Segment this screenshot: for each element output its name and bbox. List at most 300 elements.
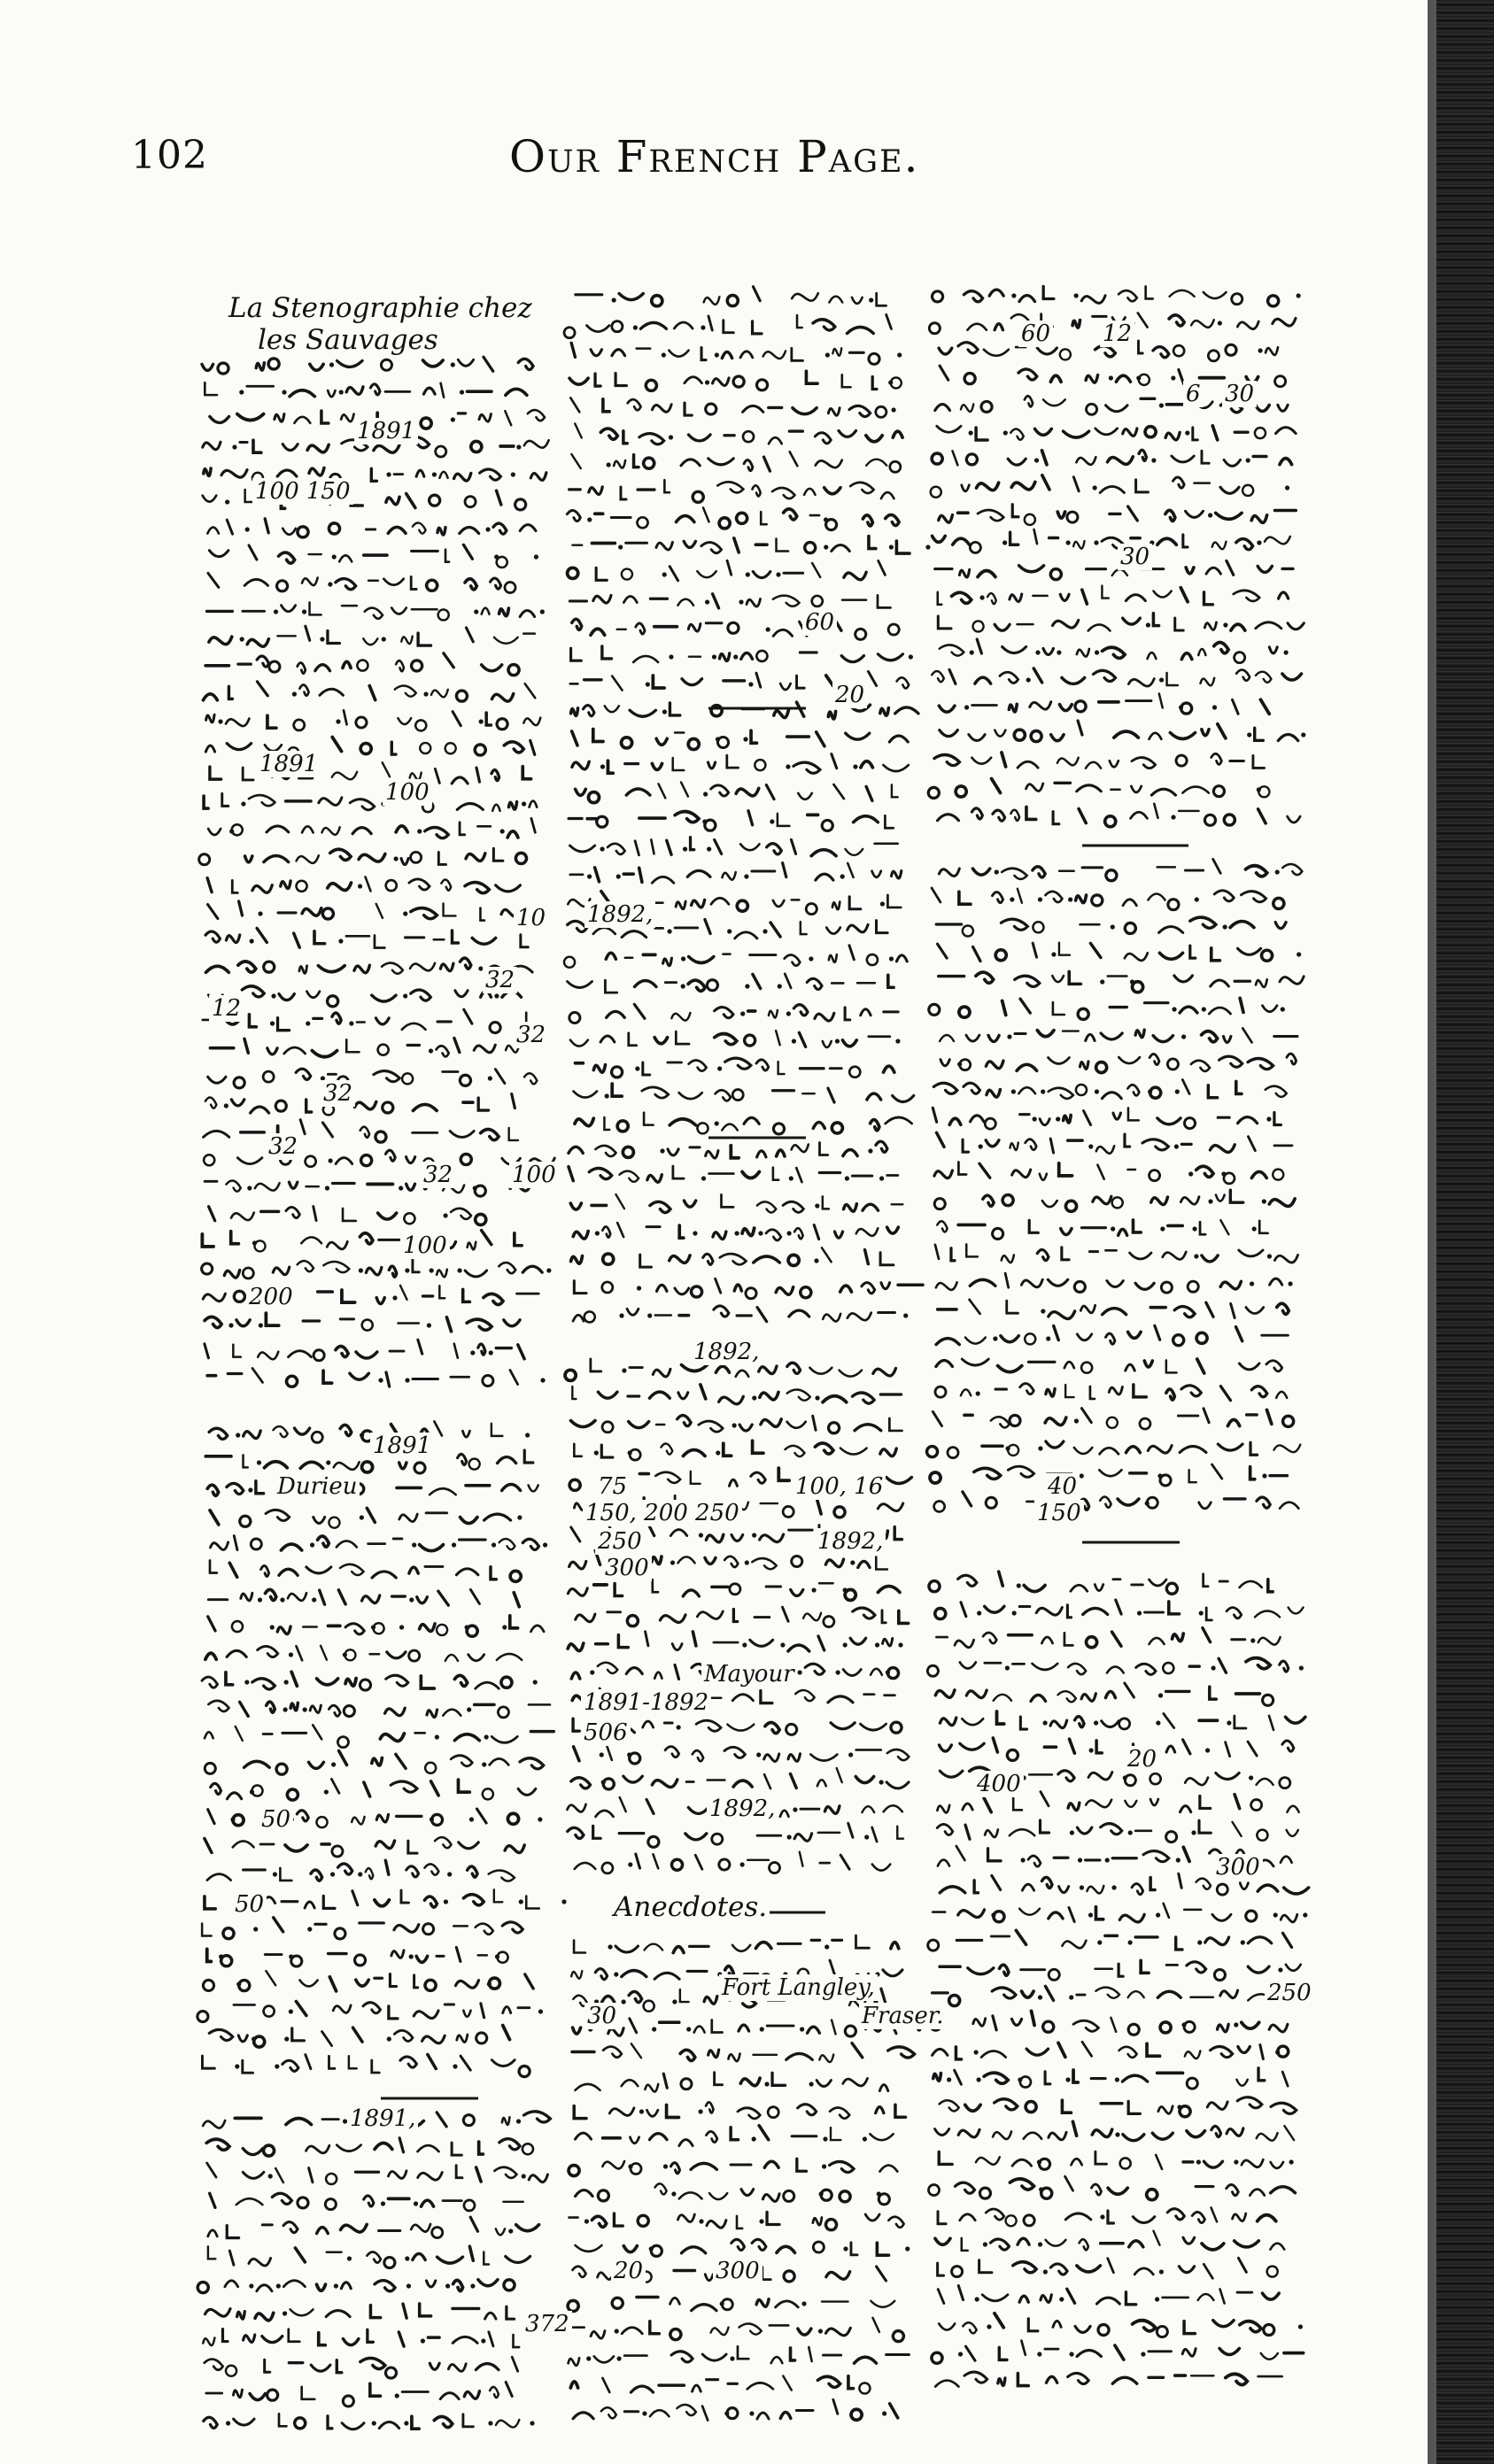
shorthand-stroke bbox=[281, 881, 290, 889]
shorthand-stroke bbox=[734, 538, 739, 552]
shorthand-stroke bbox=[423, 1924, 434, 1935]
shorthand-stroke bbox=[482, 608, 490, 614]
shorthand-stroke bbox=[809, 1368, 832, 1374]
shorthand-dot bbox=[235, 2064, 239, 2068]
shorthand-stroke bbox=[773, 900, 784, 907]
shorthand-stroke bbox=[574, 1747, 579, 1761]
shorthand-stroke bbox=[693, 1632, 696, 1646]
shorthand-stroke bbox=[445, 550, 449, 562]
shorthand-stroke bbox=[1209, 1008, 1230, 1014]
shorthand-stroke bbox=[1242, 485, 1253, 496]
shorthand-stroke bbox=[461, 2056, 470, 2070]
shorthand-stroke bbox=[388, 527, 406, 533]
shorthand-dot bbox=[701, 325, 705, 329]
shorthand-dot bbox=[824, 545, 828, 549]
shorthand-dot bbox=[1151, 458, 1156, 462]
shorthand-stroke bbox=[1095, 1585, 1103, 1591]
shorthand-dot bbox=[540, 1378, 545, 1382]
shorthand-stroke bbox=[962, 1359, 988, 1365]
shorthand-stroke bbox=[1213, 2321, 1234, 2327]
shorthand-stroke bbox=[372, 995, 396, 1001]
shorthand-stroke bbox=[638, 517, 648, 528]
shorthand-stroke bbox=[428, 2054, 436, 2068]
shorthand-stroke bbox=[1219, 1658, 1226, 1672]
shorthand-dot bbox=[742, 1642, 747, 1647]
shorthand-stroke bbox=[955, 2070, 962, 2084]
shorthand-stroke bbox=[685, 1834, 707, 1840]
shorthand-stroke bbox=[294, 720, 305, 730]
shorthand-stroke bbox=[1128, 1108, 1139, 1120]
shorthand-stroke bbox=[368, 2329, 373, 2342]
shorthand-stroke bbox=[299, 1980, 317, 1986]
shorthand-stroke bbox=[680, 2050, 695, 2060]
shorthand-stroke bbox=[502, 1485, 521, 1491]
shorthand-stroke bbox=[975, 677, 991, 684]
shorthand-stroke bbox=[323, 1896, 335, 1908]
shorthand-stroke bbox=[1235, 1716, 1246, 1728]
shorthand-stroke bbox=[886, 314, 892, 328]
shorthand-stroke bbox=[411, 990, 431, 1000]
shorthand-stroke bbox=[525, 1974, 533, 1989]
shorthand-stroke bbox=[208, 1617, 215, 1631]
shorthand-stroke bbox=[451, 1756, 472, 1766]
shorthand-stroke bbox=[297, 1811, 308, 1821]
shorthand-stroke bbox=[933, 1108, 936, 1122]
shorthand-stroke bbox=[1212, 1464, 1222, 1479]
shorthand-stroke bbox=[667, 2105, 679, 2117]
shorthand-stroke bbox=[961, 1389, 971, 1395]
shorthand-stroke bbox=[437, 1625, 447, 1635]
shorthand-stroke bbox=[984, 350, 1009, 356]
shorthand-stroke bbox=[978, 510, 1003, 521]
shorthand-stroke bbox=[1128, 1991, 1144, 1997]
shorthand-stroke bbox=[812, 596, 823, 606]
shorthand-dot bbox=[1011, 1089, 1016, 1093]
shorthand-stroke bbox=[1256, 979, 1267, 987]
shorthand-stroke bbox=[492, 1736, 517, 1742]
shorthand-stroke bbox=[1074, 1448, 1092, 1454]
shorthand-dot bbox=[1115, 2132, 1119, 2136]
shorthand-stroke bbox=[930, 1472, 941, 1483]
shorthand-stroke bbox=[935, 2381, 958, 2387]
shorthand-stroke bbox=[365, 608, 383, 619]
shorthand-stroke bbox=[675, 1288, 689, 1294]
shorthand-stroke bbox=[965, 1825, 970, 1839]
shorthand-stroke bbox=[755, 1943, 770, 1949]
shorthand-stroke bbox=[937, 1221, 947, 1232]
shorthand-stroke bbox=[640, 322, 666, 328]
shorthand-stroke bbox=[282, 606, 296, 612]
shorthand-dot bbox=[778, 984, 782, 988]
shorthand-stroke bbox=[761, 512, 766, 524]
shorthand-stroke bbox=[595, 374, 600, 386]
shorthand-stroke bbox=[572, 761, 589, 769]
shorthand-stroke bbox=[1181, 653, 1192, 660]
shorthand-dot bbox=[1017, 1583, 1021, 1587]
shorthand-stroke bbox=[490, 1023, 500, 1033]
shorthand-stroke bbox=[1211, 980, 1229, 986]
shorthand-stroke bbox=[203, 2120, 225, 2128]
shorthand-stroke bbox=[1233, 2213, 1246, 2221]
shorthand-stroke bbox=[209, 551, 228, 557]
shorthand-stroke bbox=[409, 1650, 420, 1661]
shorthand-dot bbox=[734, 1231, 739, 1235]
shorthand-stroke bbox=[569, 2358, 580, 2366]
shorthand-stroke bbox=[233, 2390, 242, 2398]
shorthand-stroke bbox=[328, 630, 339, 643]
shorthand-stroke bbox=[653, 676, 664, 688]
shorthand-dot bbox=[519, 1899, 523, 1904]
shorthand-stroke bbox=[208, 1077, 226, 1083]
shorthand-stroke bbox=[1113, 1113, 1120, 1119]
shorthand-dot bbox=[1234, 2022, 1238, 2027]
shorthand-stroke bbox=[1193, 428, 1197, 440]
shorthand-dot bbox=[534, 554, 538, 559]
shorthand-stroke bbox=[499, 1539, 515, 1549]
shorthand-dot bbox=[435, 1734, 439, 1739]
shorthand-stroke bbox=[675, 812, 699, 823]
shorthand-stroke bbox=[1034, 529, 1037, 544]
shorthand-stroke bbox=[564, 328, 575, 338]
shorthand-stroke bbox=[683, 1449, 705, 1456]
shorthand-stroke bbox=[687, 870, 710, 877]
shorthand-stroke bbox=[1145, 427, 1156, 437]
shorthand-dot bbox=[403, 911, 407, 915]
shorthand-stroke bbox=[238, 2035, 247, 2042]
shorthand-stroke bbox=[691, 1471, 701, 1484]
shorthand-stroke bbox=[935, 1386, 946, 1397]
shorthand-stroke bbox=[1043, 2021, 1054, 2032]
shorthand-stroke bbox=[1122, 2075, 1147, 2082]
shorthand-dot bbox=[801, 2301, 806, 2306]
shorthand-stroke bbox=[940, 2100, 959, 2111]
shorthand-stroke bbox=[760, 1392, 778, 1400]
shorthand-stroke bbox=[499, 2139, 520, 2150]
shorthand-stroke bbox=[255, 2313, 274, 2321]
shorthand-stroke bbox=[202, 1677, 217, 1688]
shorthand-stroke bbox=[671, 1013, 690, 1021]
shorthand-stroke bbox=[395, 686, 416, 697]
shorthand-stroke bbox=[938, 1860, 949, 1866]
shorthand-stroke bbox=[631, 2164, 641, 2174]
shorthand-stroke bbox=[468, 1655, 484, 1661]
shorthand-stroke bbox=[979, 2260, 992, 2273]
shorthand-stroke bbox=[495, 1070, 505, 1084]
shorthand-stroke bbox=[265, 2360, 270, 2372]
inline-number: 250 bbox=[595, 1528, 645, 1555]
shorthand-stroke bbox=[337, 2145, 360, 2151]
shorthand-stroke bbox=[688, 435, 710, 441]
shorthand-stroke bbox=[763, 351, 786, 359]
shorthand-stroke bbox=[205, 931, 220, 942]
shorthand-dot bbox=[758, 1231, 762, 1235]
inline-number: 300 bbox=[602, 1555, 652, 1581]
shorthand-stroke bbox=[342, 1290, 355, 1302]
shorthand-stroke bbox=[202, 1234, 213, 1247]
shorthand-stroke bbox=[750, 1640, 773, 1646]
shorthand-stroke bbox=[1240, 1581, 1262, 1587]
shorthand-dot bbox=[1188, 1171, 1193, 1176]
shorthand-stroke bbox=[204, 1131, 229, 1137]
shorthand-stroke bbox=[713, 1232, 726, 1240]
shorthand-stroke bbox=[378, 1045, 389, 1055]
shorthand-stroke bbox=[1284, 1888, 1309, 1894]
shorthand-dot bbox=[1105, 1858, 1110, 1862]
shorthand-stroke bbox=[1132, 1884, 1143, 1895]
shorthand-stroke bbox=[416, 470, 424, 476]
shorthand-dot bbox=[646, 682, 650, 686]
shorthand-stroke bbox=[949, 1118, 961, 1124]
shorthand-stroke bbox=[1167, 673, 1178, 685]
shorthand-stroke bbox=[401, 637, 412, 645]
shorthand-stroke bbox=[747, 2383, 773, 2389]
shorthand-stroke bbox=[1190, 917, 1216, 928]
shorthand-stroke bbox=[268, 359, 279, 369]
shorthand-stroke bbox=[1071, 2159, 1081, 2165]
shorthand-stroke bbox=[1280, 1661, 1289, 1672]
shorthand-stroke bbox=[1204, 1409, 1209, 1423]
shorthand-stroke bbox=[1065, 2213, 1091, 2220]
shorthand-stroke bbox=[845, 2026, 855, 2036]
shorthand-stroke bbox=[812, 563, 820, 577]
shorthand-stroke bbox=[514, 2335, 520, 2347]
shorthand-stroke bbox=[1220, 2289, 1225, 2303]
shorthand-stroke bbox=[460, 1075, 470, 1085]
shorthand-stroke bbox=[576, 2190, 593, 2197]
shorthand-stroke bbox=[603, 1779, 614, 1789]
shorthand-stroke bbox=[966, 2346, 976, 2360]
shorthand-stroke bbox=[1040, 1119, 1049, 1125]
shorthand-dot bbox=[488, 2421, 492, 2425]
shorthand-stroke bbox=[1259, 1221, 1267, 1233]
shorthand-dot bbox=[457, 1268, 461, 1272]
inline-number: 20 bbox=[832, 682, 867, 708]
shorthand-stroke bbox=[939, 348, 952, 354]
shorthand-stroke bbox=[785, 954, 801, 965]
shorthand-stroke bbox=[650, 2321, 660, 2334]
shorthand-dot bbox=[699, 2219, 703, 2223]
shorthand-stroke bbox=[1238, 948, 1261, 954]
shorthand-dot bbox=[716, 1450, 720, 1455]
shorthand-stroke bbox=[310, 364, 323, 370]
inline-number: 75 bbox=[595, 1473, 630, 1500]
shorthand-stroke bbox=[778, 1062, 785, 1074]
shorthand-stroke bbox=[677, 2214, 694, 2222]
shorthand-dot bbox=[681, 984, 685, 988]
shorthand-stroke bbox=[1220, 1386, 1230, 1401]
shorthand-stroke bbox=[515, 853, 526, 863]
shorthand-stroke bbox=[205, 2360, 223, 2370]
shorthand-stroke bbox=[635, 841, 639, 855]
shorthand-stroke bbox=[1049, 1311, 1075, 1319]
shorthand-stroke bbox=[816, 460, 842, 468]
shorthand-stroke bbox=[279, 1569, 298, 1575]
shorthand-stroke bbox=[1203, 1628, 1211, 1642]
shorthand-stroke bbox=[1281, 1857, 1292, 1863]
shorthand-stroke bbox=[630, 2137, 639, 2143]
shorthand-stroke bbox=[707, 2221, 726, 2228]
shorthand-stroke bbox=[1273, 1170, 1283, 1180]
shorthand-stroke bbox=[1026, 2049, 1048, 2055]
shorthand-stroke bbox=[1131, 786, 1141, 792]
shorthand-stroke bbox=[593, 596, 611, 604]
shorthand-stroke bbox=[421, 418, 431, 429]
shorthand-stroke bbox=[208, 1701, 228, 1711]
shorthand-stroke bbox=[813, 1122, 824, 1128]
shorthand-stroke bbox=[852, 297, 863, 304]
shorthand-stroke bbox=[386, 1372, 390, 1386]
shorthand-stroke bbox=[614, 460, 625, 468]
shorthand-stroke bbox=[234, 1078, 244, 1088]
shorthand-stroke bbox=[205, 1344, 209, 1358]
shorthand-stroke bbox=[1212, 542, 1227, 550]
shorthand-stroke bbox=[822, 1247, 832, 1262]
shorthand-stroke bbox=[1214, 1970, 1225, 1981]
shorthand-stroke bbox=[206, 966, 229, 972]
shorthand-dot bbox=[600, 846, 604, 851]
shorthand-stroke bbox=[1250, 1442, 1258, 1455]
shorthand-dot bbox=[1195, 897, 1199, 901]
shorthand-stroke bbox=[706, 2102, 713, 2113]
shorthand-dot bbox=[1171, 375, 1175, 380]
shorthand-stroke bbox=[933, 291, 943, 302]
shorthand-stroke bbox=[345, 1624, 364, 1634]
shorthand-stroke bbox=[290, 2309, 314, 2315]
shorthand-stroke bbox=[1125, 923, 1135, 933]
shorthand-stroke bbox=[364, 1782, 370, 1796]
shorthand-dot bbox=[1100, 979, 1104, 984]
inline-number: 100 bbox=[400, 1232, 450, 1259]
shorthand-stroke bbox=[985, 1606, 1004, 1612]
shorthand-stroke bbox=[458, 1454, 467, 1464]
shorthand-stroke bbox=[824, 1806, 840, 1814]
shorthand-stroke bbox=[790, 452, 798, 466]
shorthand-dot bbox=[1275, 869, 1280, 874]
shorthand-stroke bbox=[322, 908, 333, 919]
shorthand-stroke bbox=[639, 434, 664, 444]
shorthand-stroke bbox=[440, 963, 453, 971]
shorthand-stroke bbox=[589, 1169, 612, 1179]
shorthand-dot bbox=[760, 2027, 764, 2031]
shorthand-stroke bbox=[1185, 1118, 1196, 1129]
shorthand-stroke bbox=[1102, 1721, 1119, 1727]
shorthand-stroke bbox=[776, 1031, 779, 1045]
shorthand-stroke bbox=[1270, 2244, 1284, 2250]
shorthand-stroke bbox=[622, 2328, 642, 2334]
shorthand-stroke bbox=[468, 1242, 476, 1250]
shorthand-dot bbox=[970, 650, 974, 654]
shorthand-stroke bbox=[1180, 1806, 1191, 1812]
shorthand-stroke bbox=[1100, 486, 1124, 492]
shorthand-dot bbox=[292, 691, 297, 696]
shorthand-stroke bbox=[1147, 2190, 1157, 2200]
shorthand-stroke bbox=[999, 2347, 1007, 2360]
shorthand-stroke bbox=[630, 1449, 640, 1460]
shorthand-stroke bbox=[672, 1644, 682, 1650]
shorthand-dot bbox=[470, 2283, 475, 2288]
shorthand-stroke bbox=[1173, 477, 1185, 488]
shorthand-stroke bbox=[631, 2043, 641, 2058]
shorthand-stroke bbox=[716, 1090, 731, 1101]
shorthand-dot bbox=[1194, 1254, 1198, 1258]
shorthand-stroke bbox=[939, 2151, 952, 2164]
shorthand-stroke bbox=[229, 1563, 236, 1577]
shorthand-dot bbox=[752, 1395, 756, 1400]
shorthand-dot bbox=[743, 737, 747, 741]
shorthand-stroke bbox=[420, 1545, 444, 1551]
shorthand-stroke bbox=[973, 2019, 986, 2027]
shorthand-stroke bbox=[1255, 728, 1264, 740]
shorthand-stroke bbox=[646, 1632, 648, 1646]
shorthand-dot bbox=[274, 609, 278, 614]
shorthand-stroke bbox=[753, 974, 761, 988]
shorthand-stroke bbox=[654, 1973, 679, 1979]
shorthand-stroke bbox=[370, 2306, 380, 2318]
shorthand-stroke bbox=[1227, 560, 1234, 575]
shorthand-dot bbox=[332, 554, 337, 559]
shorthand-stroke bbox=[849, 897, 861, 909]
shorthand-stroke bbox=[737, 900, 747, 911]
shorthand-stroke bbox=[406, 494, 415, 508]
shorthand-dot bbox=[814, 1258, 818, 1263]
shorthand-stroke bbox=[739, 2324, 761, 2335]
shorthand-stroke bbox=[711, 898, 729, 904]
shorthand-stroke bbox=[1100, 1497, 1111, 1508]
shorthand-stroke bbox=[1103, 647, 1126, 658]
shorthand-stroke bbox=[1069, 971, 1080, 984]
shorthand-dot bbox=[869, 297, 873, 302]
shorthand-stroke bbox=[1014, 730, 1025, 740]
shorthand-stroke bbox=[1283, 1416, 1294, 1426]
shorthand-stroke bbox=[352, 1817, 364, 1825]
shorthand-stroke bbox=[571, 1971, 582, 1979]
shorthand-dot bbox=[423, 691, 428, 696]
shorthand-stroke bbox=[503, 2026, 510, 2040]
shorthand-stroke bbox=[584, 706, 594, 716]
shorthand-stroke bbox=[706, 1151, 718, 1159]
shorthand-stroke bbox=[1253, 755, 1265, 768]
shorthand-stroke bbox=[252, 1679, 275, 1689]
shorthand-stroke bbox=[664, 480, 670, 492]
shorthand-stroke bbox=[971, 758, 991, 764]
shorthand-stroke bbox=[646, 1799, 654, 1813]
shorthand-stroke bbox=[204, 1155, 214, 1165]
shorthand-dot bbox=[677, 1725, 681, 1729]
shorthand-stroke bbox=[981, 2051, 1006, 2058]
shorthand-stroke bbox=[1031, 731, 1041, 742]
shorthand-dot bbox=[863, 2136, 867, 2141]
shorthand-dot bbox=[947, 2077, 951, 2082]
inline-number: 300 bbox=[713, 2258, 762, 2284]
shorthand-stroke bbox=[870, 2134, 893, 2140]
shorthand-stroke bbox=[485, 2313, 496, 2319]
shorthand-stroke bbox=[843, 1670, 861, 1676]
shorthand-stroke bbox=[1216, 1195, 1225, 1201]
shorthand-dot bbox=[786, 764, 790, 769]
shorthand-stroke bbox=[826, 520, 837, 530]
shorthand-stroke bbox=[1273, 319, 1296, 327]
shorthand-stroke bbox=[453, 712, 461, 726]
shorthand-dot bbox=[479, 719, 484, 723]
shorthand-stroke bbox=[823, 1041, 832, 1047]
shorthand-stroke bbox=[739, 1425, 752, 1431]
shorthand-stroke bbox=[676, 516, 693, 522]
shorthand-stroke bbox=[1000, 672, 1018, 683]
shorthand-stroke bbox=[1287, 1830, 1298, 1836]
shorthand-stroke bbox=[652, 877, 674, 883]
shorthand-stroke bbox=[669, 351, 688, 357]
shorthand-stroke bbox=[593, 1826, 601, 1838]
